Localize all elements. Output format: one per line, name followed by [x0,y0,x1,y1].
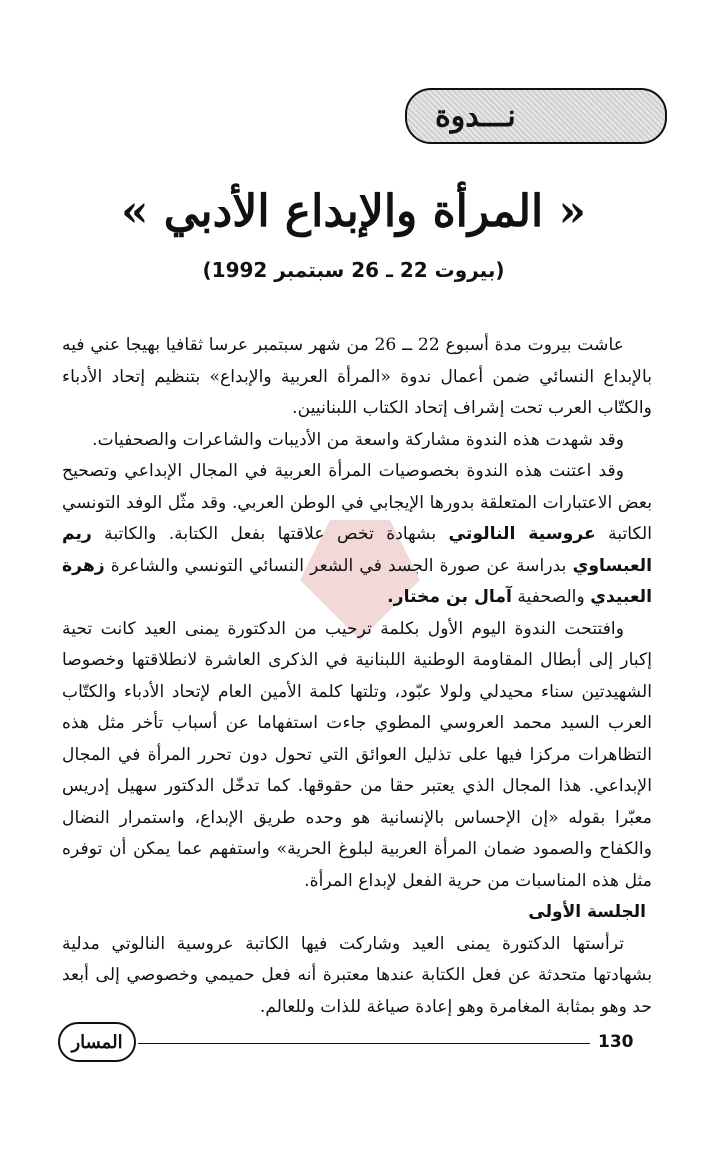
section-badge [405,88,667,144]
footer-rule [138,1043,590,1044]
paragraph-3-text-c: بدراسة عن صورة الجسد في الشعر النسائي التونسي والشاعرة [110,555,567,576]
name-amel-ben-mokhtar: آمال بن مختار. [387,587,512,607]
paragraph-4: وافتتحت الندوة اليوم الأول بكلمة ترحيب من الدكتورة يمنى العيد كانت تحية إكبار إلى أبطال المقاومة الوطنية اللبنانية في الذكرى العاشرة لانطلاقتها وخصوصا الشهيدتين سناء محيدلي ولولا عبّود، وتلتها كلمة الأمين العام لإتحاد الأدباء والكتّاب العرب السيد محمد العروسي المطوي جاءت استفهاما عن أسباب تأخر مثل هذه التظاهرات مركزا فيها على تذليل العوائق التي تحول دون تحرر المرأة في المجال الإبداعي. هذا المجال الذي يعتبر حقا من حقوقها. كما تدخّل الدكتور سهيل إدريس معبّرا بقوله «إن الإحساس بالإنسانية هو وحده طريق الإبداع، واستمرار النضال والكفاح والصمود ضمان المرأة العربية لبلوغ الحرية» واستفهم عما يمكن أن توفره مثل هذه المناسبات من حرية الفعل لإبداع المرأة. [62,618,652,891]
magazine-logo: المسار [58,1022,136,1062]
paragraph-5: ترأستها الدكتورة يمنى العيد وشاركت فيها الكاتبة عروسية النالوتي مدلية بشهادتها متحدثة عن فعل الكتابة عندها معتبرة أنه فعل حميمي وخصوصي إلى أبعد حد وهو بمثابة المغامرة وهو إعادة صياغة للذات وللعالم. [62,933,652,1017]
name-zohra-abidi: زهرة العبيدي [62,555,652,607]
paragraph-3-text-b: بشهادة تخص علاقتها بفعل الكتابة. والكاتبة [104,524,437,544]
page-number: 130 [598,1032,634,1052]
article-title: « المرأة والإبداع الأدبي » [120,186,587,237]
section-label: نـــدوة [435,98,516,134]
paragraph-2: وقد شهدت هذه الندوة مشاركة واسعة من الأديبات والشاعرات والصحفيات. [92,429,624,450]
paragraph-3-text-a: وقد اعتنت هذه الندوة بخصوصيات المرأة العربية في المجال الإبداعي وتصحيح بعض الاعتبارات المتعلقة بدورها الإيجابي في الوطن العربي. وقد مثّل الوفد التونسي الكاتبة [62,461,652,544]
name-rim-abssaoui: ريم العبساوي [62,524,653,576]
paragraph-3 [62,456,652,614]
article-subtitle: (بيروت 22 ـ 26 سبتمبر 1992) [202,258,505,282]
section-heading: الجلسة الأولى [528,902,646,922]
name-arousia-nalouti: عروسية النالوتي [448,524,596,544]
paragraph-1: عاشت بيروت مدة أسبوع 22 ــ 26 من شهر سبتمبر عرسا ثقافيا بهيجا عني فيه بالإبداع النسائي ضمن أعمال ندوة «المرأة العربية والإبداع» بتنظيم إتحاد الأدباء والكتّاب العرب تحت إشراف إتحاد الكتاب اللبنانيين. [62,335,652,418]
paragraph-3-text-d: والصحفية [517,587,585,607]
article-body [62,330,652,1023]
